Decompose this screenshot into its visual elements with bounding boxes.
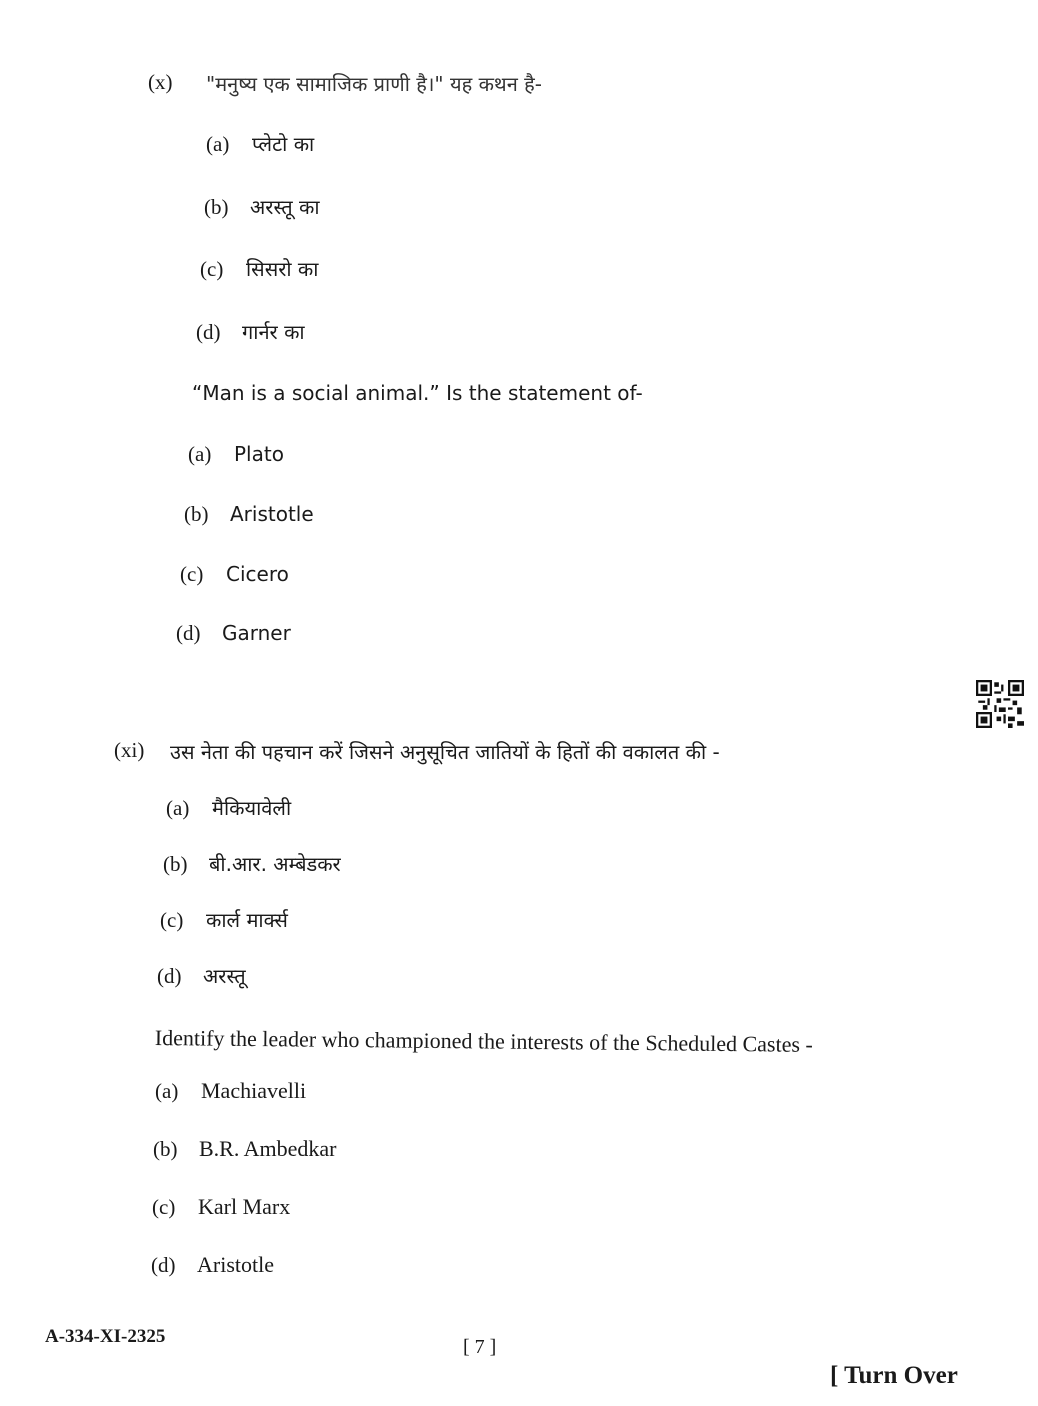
paper-code: A-334-XI-2325 bbox=[45, 1326, 166, 1347]
option-label: (b) bbox=[204, 195, 229, 219]
option-text: प्लेटो का bbox=[252, 132, 315, 156]
question-stem-english: Identify the leader who championed the interests of the Scheduled Castes - bbox=[154, 1025, 813, 1057]
option-english-c bbox=[180, 562, 289, 587]
option-text: मैकियावेली bbox=[212, 796, 292, 820]
option-english-a bbox=[155, 1078, 306, 1104]
question-stem-english: “Man is a social animal.” Is the statement of- bbox=[192, 381, 643, 405]
question-number: (xi) bbox=[114, 738, 145, 762]
option-hindi-a bbox=[206, 130, 314, 157]
option-english-c bbox=[152, 1194, 290, 1220]
option-text: Garner bbox=[222, 621, 291, 645]
option-label: (a) bbox=[206, 132, 230, 156]
option-english-d bbox=[176, 621, 291, 646]
option-hindi-c bbox=[200, 255, 318, 282]
qr-code-icon bbox=[976, 680, 1024, 728]
option-text: सिसरो का bbox=[246, 257, 319, 281]
option-hindi-c bbox=[160, 906, 288, 933]
option-text: Aristotle bbox=[197, 1252, 274, 1277]
option-english-a bbox=[188, 442, 284, 467]
option-label: (a) bbox=[166, 796, 190, 820]
option-text: अरस्तू bbox=[203, 964, 246, 988]
option-label: (a) bbox=[188, 442, 212, 466]
option-english-d bbox=[151, 1252, 274, 1278]
option-text: कार्ल मार्क्स bbox=[206, 908, 288, 932]
option-hindi-d bbox=[196, 318, 305, 345]
option-hindi-b bbox=[204, 193, 320, 220]
option-label: (d) bbox=[151, 1253, 176, 1277]
question-stem-hindi: "मनुष्य एक सामाजिक प्राणी है।" यह कथन है- bbox=[206, 72, 542, 96]
option-label: (d) bbox=[176, 621, 201, 645]
option-text: गार्नर का bbox=[242, 320, 305, 344]
option-label: (d) bbox=[157, 964, 182, 988]
option-text: बी.आर. अम्बेडकर bbox=[209, 852, 341, 876]
option-label: (c) bbox=[160, 908, 184, 932]
question-stem-hindi: उस नेता की पहचान करें जिसने अनुसूचित जातियों के हितों की वकालत की - bbox=[170, 740, 720, 764]
option-label: (c) bbox=[180, 562, 204, 586]
option-label: (b) bbox=[163, 852, 188, 876]
option-text: Cicero bbox=[226, 562, 289, 586]
option-label: (b) bbox=[153, 1137, 178, 1161]
option-hindi-b bbox=[163, 850, 341, 877]
page-number: [ 7 ] bbox=[463, 1336, 497, 1358]
option-label: (c) bbox=[200, 257, 224, 281]
option-text: Aristotle bbox=[230, 502, 314, 526]
option-text: Karl Marx bbox=[198, 1194, 291, 1219]
turn-over-label: [ Turn Over bbox=[830, 1362, 958, 1389]
option-text: Plato bbox=[234, 442, 284, 466]
option-english-b bbox=[153, 1136, 337, 1162]
option-label: (b) bbox=[184, 502, 209, 526]
option-label: (d) bbox=[196, 320, 221, 344]
question-number: (x) bbox=[148, 70, 173, 94]
option-text: अरस्तू का bbox=[250, 195, 320, 219]
option-label: (c) bbox=[152, 1195, 176, 1219]
option-hindi-a bbox=[166, 794, 291, 821]
option-text: Machiavelli bbox=[201, 1078, 307, 1103]
option-text: B.R. Ambedkar bbox=[199, 1136, 337, 1161]
option-english-b bbox=[184, 502, 314, 527]
option-label: (a) bbox=[155, 1079, 179, 1103]
option-hindi-d bbox=[157, 962, 246, 989]
